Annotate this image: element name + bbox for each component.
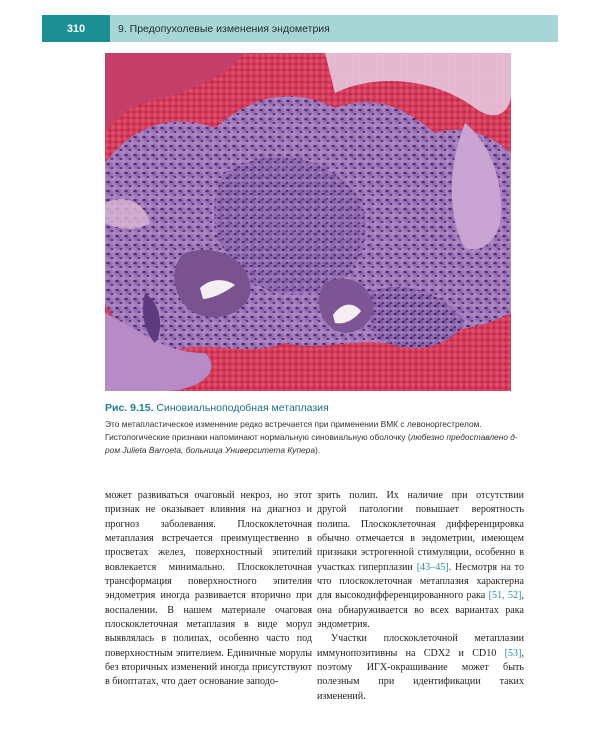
- right-p2-text-b: , поэтому ИГХ-окрашивание может быть полезным при идентификации таких изменений.: [317, 647, 524, 702]
- reference-link[interactable]: [43–45]: [416, 561, 449, 573]
- caption-body: Это метапластическое изменение редко встречается при применении ВМК с левоноргестрелом. Гистологические признаки напоминают нормальную синовиальную оболочку (: [105, 419, 482, 442]
- right-p2-text-a: Участки плоскоклеточной метаплазии иммунопозитивны на CDX2 и CD10: [317, 633, 524, 659]
- right-paragraph-1: [317, 489, 524, 632]
- histology-micrograph: [105, 53, 511, 391]
- reference-link[interactable]: [53]: [504, 647, 522, 659]
- text-column-left: [105, 489, 312, 690]
- histology-image: [105, 53, 511, 391]
- reference-link[interactable]: [51, 52]: [488, 590, 522, 602]
- figure-title: Синовиальноподобная метаплазия: [156, 402, 329, 414]
- figure-caption: [105, 402, 525, 457]
- page-number: 310: [42, 15, 110, 42]
- figure-label: Рис. 9.15.: [105, 402, 154, 414]
- right-paragraph-2: [317, 632, 524, 704]
- caption-end: ).: [315, 445, 321, 455]
- caption-title: [105, 402, 525, 414]
- left-paragraph: может развиваться очаговый некроз, но этот признак не оказывает влияния на диагноз и прогноз заболевания. Плоскоклеточная метаплазия встречается преимущественно в просветах желез, поверхностный эпителий вовлекается минимально. Плоскоклеточная трансформация поверхностного эпителия эндометрия иногда развивается вторично при воспалении. В нашем материале очаговая плоскоклеточная метаплазия в виде морул выявлялась в полипах, особенно часто под поверхностным эпителием. Единичные морулы без вторичных изменений иногда присутствуют в биоптатах, что дает основание заподо-: [105, 490, 312, 688]
- caption-credit: любезно предоставлено д-ром Julieta Barroeta, больница Университета Купера: [105, 432, 518, 455]
- right-p1-text-b: . Несмотря на то что плоскоклеточная метаплазия характерна для высокодифференцированного рака: [317, 561, 525, 602]
- right-p1-text-a: зрить полип. Их наличие при отсутствии другой патологии повышает вероятность полипа. Плоскоклеточная дифференцировка обычно отмечается в эндометрии, имеющем признаки эстрогенной стимуляции, особенно в участках гиперплазии: [317, 490, 524, 573]
- chapter-title: 9. Предопухолевые изменения эндометрия: [118, 22, 330, 35]
- right-p1-text-c: , она обнаруживается во всех вариантах рака эндометрия.: [317, 590, 524, 631]
- caption-text: [105, 418, 525, 457]
- text-column-right: [317, 489, 524, 704]
